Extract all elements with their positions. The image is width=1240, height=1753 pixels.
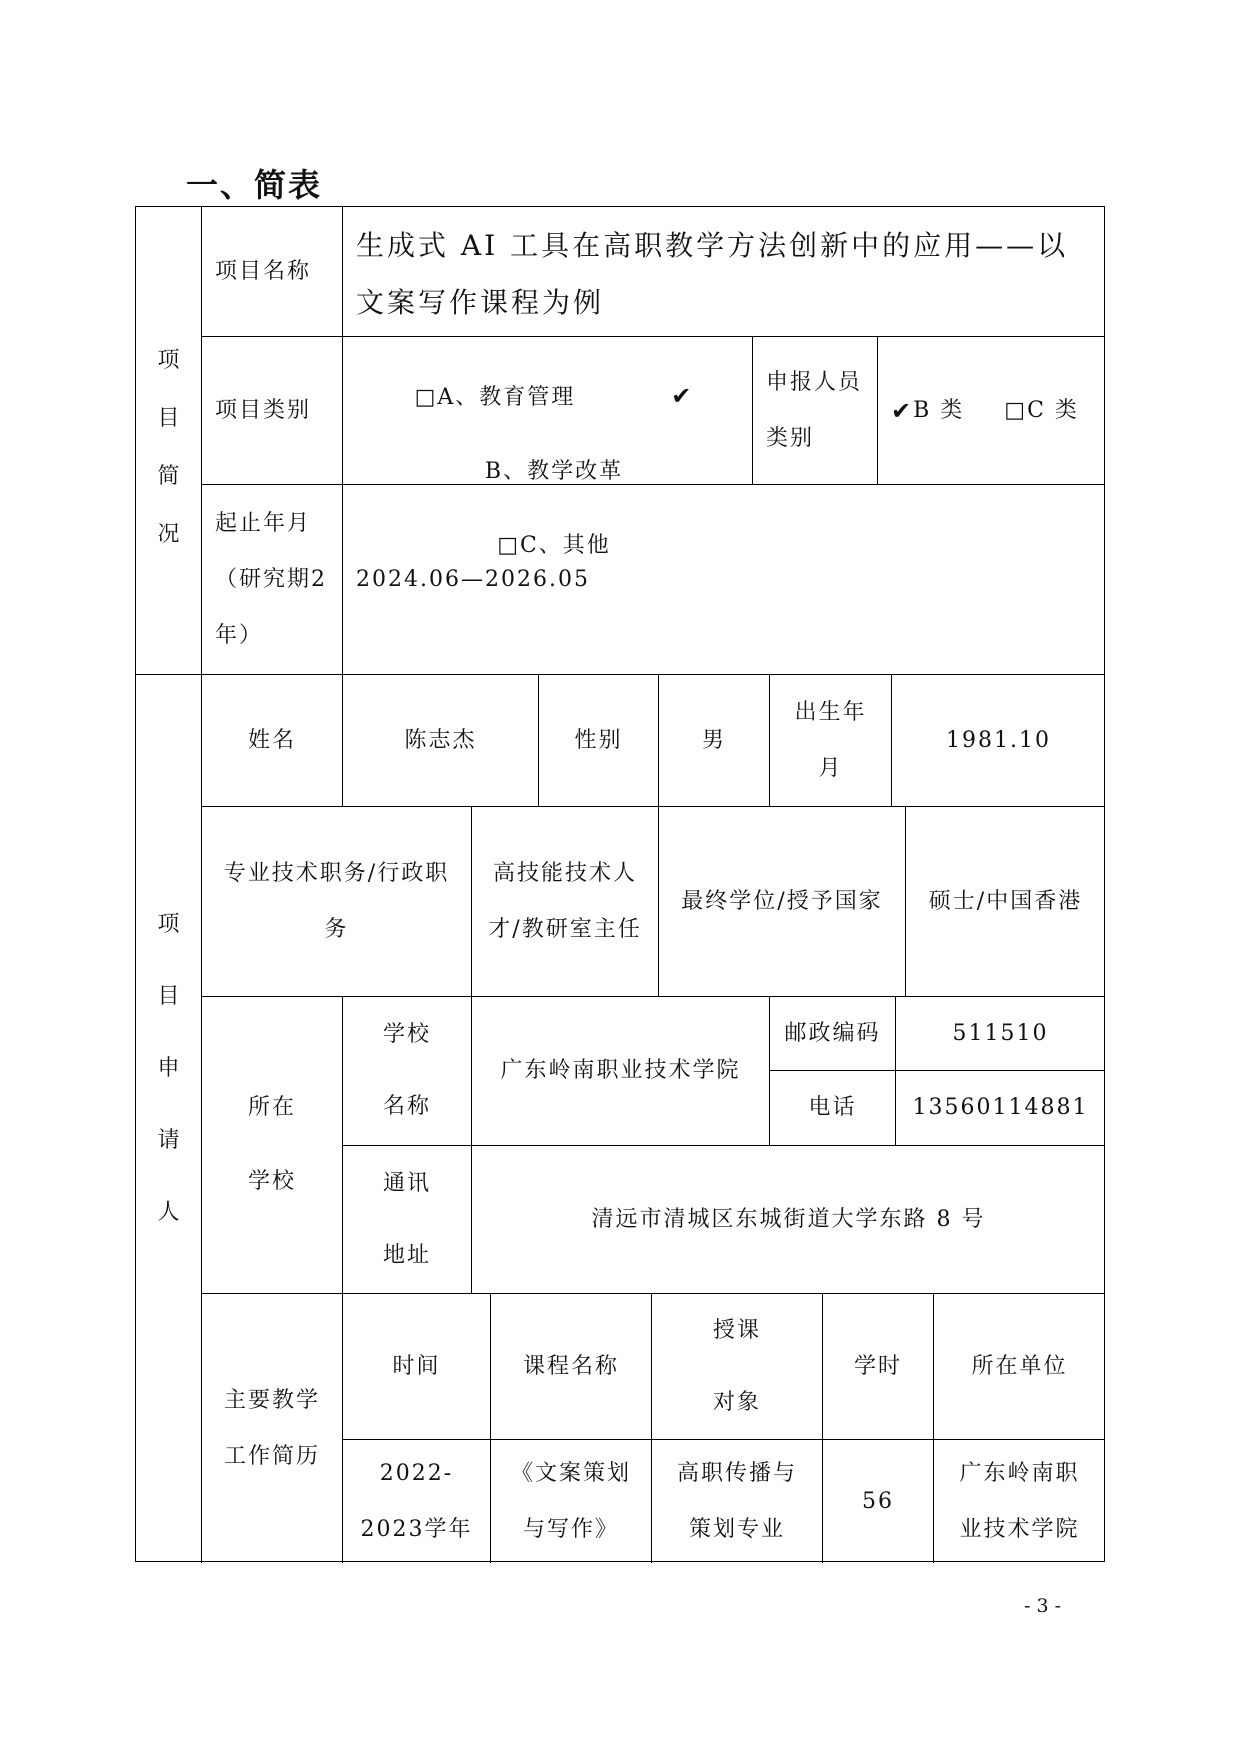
applicant-option-b[interactable]: B 类 [913, 397, 965, 423]
gender-value: 男 [659, 675, 770, 807]
applicant-option-c[interactable]: □C 类 [1004, 397, 1079, 423]
teaching-header-hours: 学时 [823, 1294, 934, 1440]
birth-label: 出生年 月 [770, 675, 892, 807]
project-name-value: 生成式 AI 工具在高职教学方法创新中的应用——以文案写作课程为例 [343, 207, 1105, 337]
school-name-value: 广东岭南职业技术学院 [472, 997, 770, 1146]
degree-label: 最终学位/授予国家 [659, 807, 906, 997]
teaching-header-time: 时间 [343, 1294, 491, 1440]
period-value: 2024.06—2026.05 [343, 485, 1105, 675]
applicant-name-label: 姓名 [202, 675, 343, 807]
project-category-label: 项目类别 [202, 337, 343, 485]
category-option-a[interactable]: □A、教育管理 [414, 385, 576, 410]
period-label: 起止年月（研究期2年） [202, 485, 343, 675]
project-category-options [343, 337, 753, 558]
applicant-type-options [878, 337, 1105, 485]
table-row-course: 《文案策划与写作》 [491, 1440, 652, 1563]
title-value: 高技能技术人才/教研室主任 [472, 807, 659, 997]
postcode-label: 邮政编码 [770, 997, 896, 1071]
check-icon: ✔ [891, 396, 914, 425]
school-label: 所在 学校 [202, 997, 343, 1294]
teaching-header-unit: 所在单位 [934, 1294, 1105, 1440]
table-row-hours: 56 [823, 1440, 934, 1563]
check-icon: ✔ [671, 382, 694, 410]
school-name-label: 学校 名称 [343, 997, 472, 1146]
applicant-type-label: 申报人员类别 [753, 337, 878, 485]
section-label-applicant: 项 目 申 请 人 [136, 675, 202, 1563]
section-label-project-overview: 项 目 简 况 [136, 207, 202, 675]
section-heading: 一、简表 [186, 166, 323, 204]
address-label: 通讯 地址 [343, 1146, 472, 1294]
table-row-unit: 广东岭南职业技术学院 [959, 1460, 1080, 1542]
table-row-audience: 高职传播与策划专业 [652, 1440, 823, 1563]
phone-value: 13560114881 [896, 1071, 1105, 1146]
degree-value: 硕士/中国香港 [906, 807, 1105, 997]
postcode-value: 511510 [896, 997, 1105, 1071]
page-number: - 3 - [1024, 1595, 1062, 1617]
title-label: 专业技术职务/行政职务 [202, 807, 472, 997]
category-option-b[interactable]: B、教学改革 [484, 459, 624, 484]
teaching-label: 主要教学工作简历 [202, 1294, 343, 1563]
gender-label: 性别 [539, 675, 659, 807]
address-value: 清远市清城区东城街道大学东路 8 号 [472, 1146, 1105, 1294]
summary-table [135, 206, 1105, 1562]
table-row-time: 2022-2023学年 [343, 1440, 491, 1563]
applicant-name-value: 陈志杰 [343, 675, 539, 807]
teaching-header-audience: 授课 对象 [652, 1294, 823, 1440]
phone-label: 电话 [770, 1071, 896, 1146]
teaching-header-course: 课程名称 [491, 1294, 652, 1440]
category-option-c[interactable]: □C、其他 [497, 533, 611, 558]
project-name-label: 项目名称 [202, 207, 343, 337]
birth-value: 1981.10 [892, 675, 1105, 807]
